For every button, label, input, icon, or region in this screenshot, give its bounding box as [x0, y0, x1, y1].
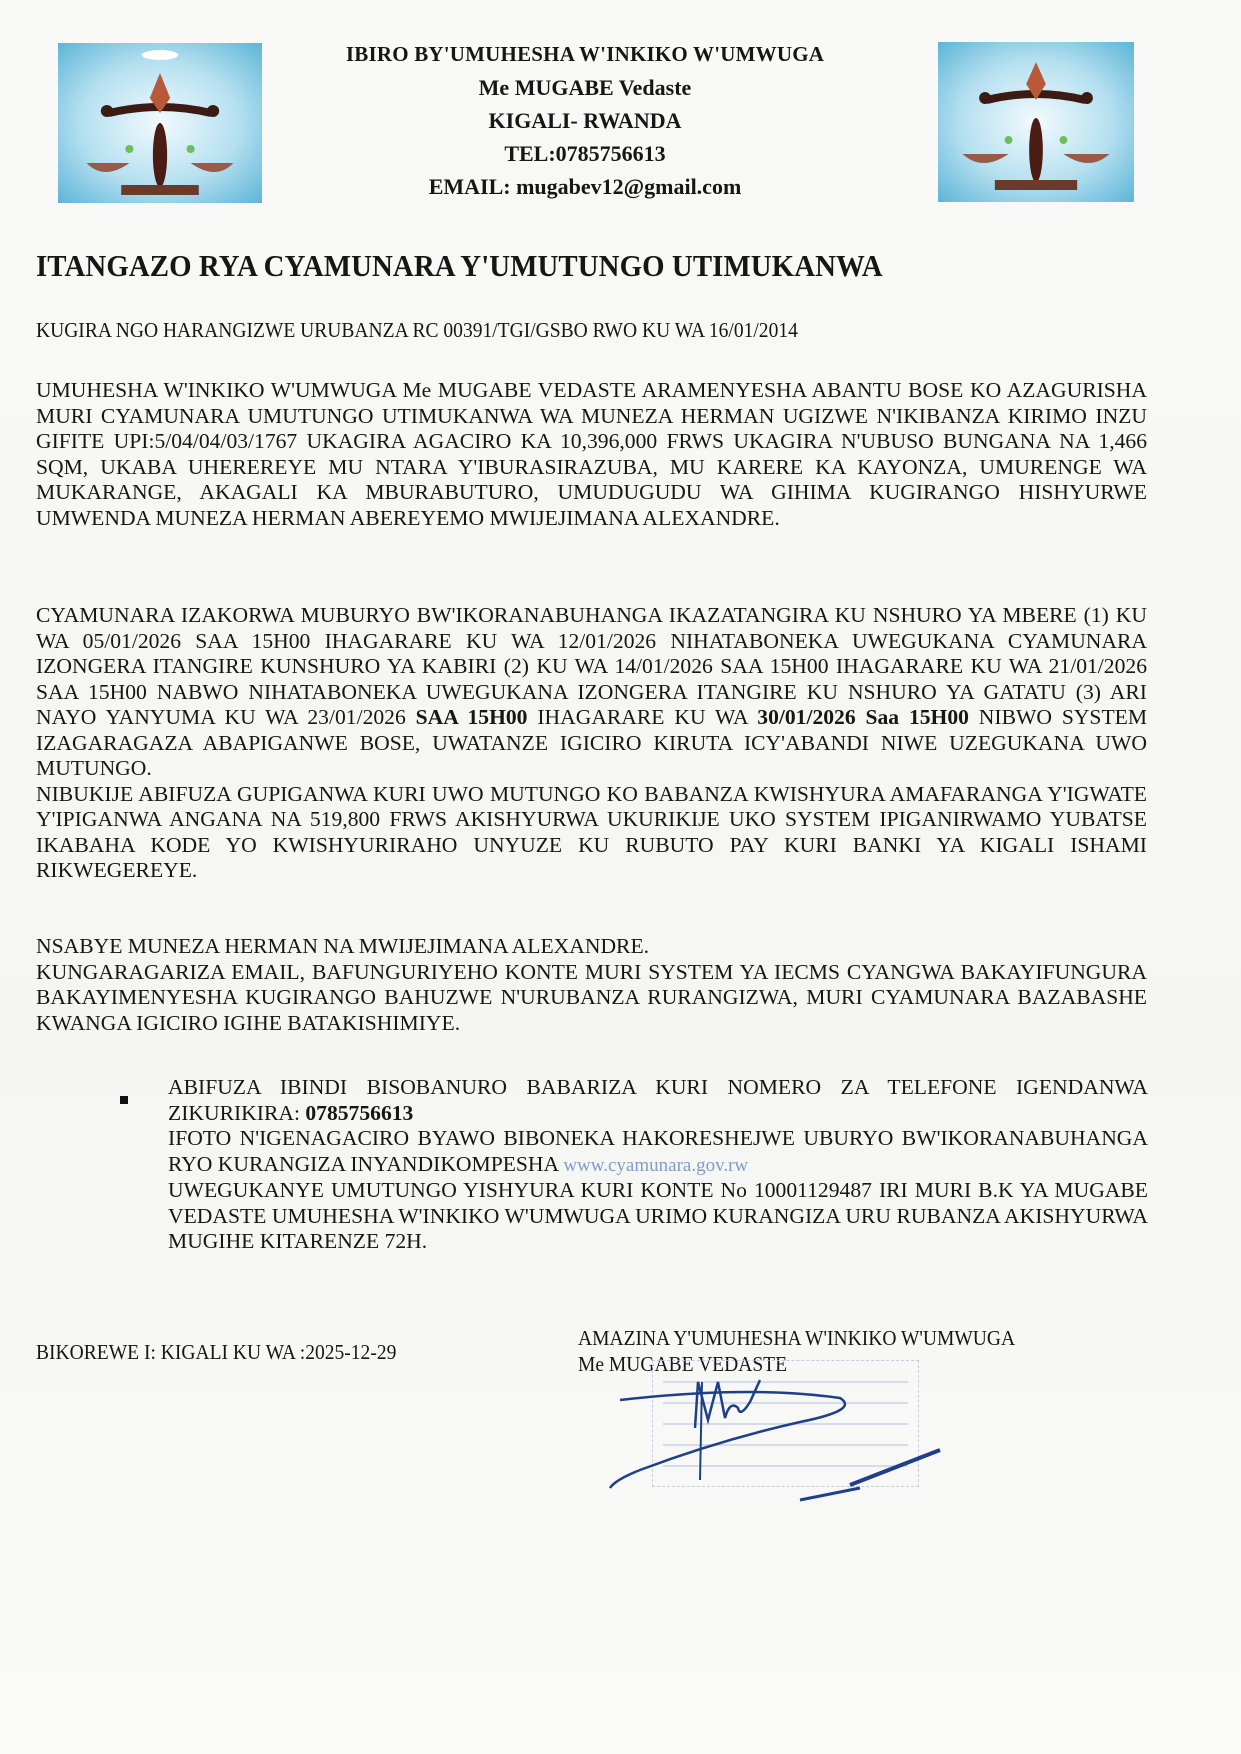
signer-name: Me MUGABE VEDASTE — [578, 1352, 788, 1376]
bullet-contact-info — [168, 1075, 1148, 1255]
page-title: ITANGAZO RYA CYAMUNARA Y'UMUTUNGO UTIMUKANWA — [36, 248, 883, 283]
scales-of-justice-icon — [938, 42, 1134, 202]
issue-date: BIKOREWE I: KIGALI KU WA :2025-12-29 — [36, 1340, 397, 1364]
photo-text: IFOTO N'IGENAGACIRO BYAWO BIBONEKA HAKORESHEJWE UBURYO BW'IKORANABUHANGA RYO KURANGIZA INYANDIKOMPESHA — [168, 1126, 1148, 1176]
telephone: TEL:0785756613 — [504, 141, 666, 166]
schedule-time-bold: SAA 15H00 — [415, 705, 528, 729]
bailiff-name: Me MUGABE Vedaste — [478, 75, 692, 100]
contact-text: ABIFUZA IBINDI BISOBANURO BABARIZA KURI NOMERO ZA TELEFONE IGENDANWA ZIKURIKIRA: — [168, 1075, 1148, 1125]
schedule-text: IHAGARARE KU WA — [527, 705, 758, 729]
payment-text: UWEGUKANYE UMUTUNGO YISHYURA KURI KONTE No 10001129487 IRI MURI B.K YA MUGABE VEDASTE UMUHESHA W'INKIKO W'UMWUGA URIMO KURANGIZA URU RUBANZA AKISHYURWA MUGIHE KITARENZE 72H. — [168, 1178, 1148, 1253]
office-name: IBIRO BY'UMUHESHA W'INKIKO W'UMWUGA — [345, 42, 825, 66]
deposit-text: NIBUKIJE ABIFUZA GUPIGANWA KURI UWO MUTUNGO KO BABANZA KWISHYURA AMAFARANGA Y'IGWATE Y'IPIGANWA ANGANA NA 519,800 FRWS AKISHYURWA UKURIKIJE UKO SYSTEM IPIGANIRWAMO YUBATSE IKABAHA KODE YO KWISHYURIRAHO UNYUZE KU RUBUTO PAY KURI BANKI YA KIGALI ISHAMI RIKWEGEREYE. — [36, 781, 1147, 882]
case-reference: KUGIRA NGO HARANGIZWE URUBANZA RC 00391/TGI/GSBO RWO KU WA 16/01/2014 — [36, 318, 798, 342]
parties-instructions: KUNGARAGARIZA EMAIL, BAFUNGURIYEHO KONTE MURI SYSTEM YA IECMS CYANGWA BAKAYIFUNGURA BAKAYIMENYESHA KUGIRANGO BAHUZWE N'URUBANZA RURANGIZWA, MURI CYAMUNARA BAZABASHE KWANGA IGICIRO IGIHE BATAKISHIMIYE. — [36, 959, 1147, 1035]
paragraph-notice-to-parties — [36, 934, 1147, 1036]
paragraph-property-description: UMUHESHA W'INKIKO W'UMWUGA Me MUGABE VEDASTE ARAMENYESHA ABANTU BOSE KO AZAGURISHA MURI CYAMUNARA UMUTUNGO UTIMUKANWA WA MUNEZA HERMAN UGIZWE N'IKIBANZA KIRIMO INZU GIFITE UPI:5/04/04/03/1767 UKAGIRA AGACIRO KA 10,396,000 FRWS UKAGIRA N'UBUSO BUNGANA NA 1,466 SQM, UKABA UHEREREYE MU NTARA Y'IBURASIRAZUBA, MU KARERE KA KAYONZA, UMURENGE WA MUKARANGE, AKAGALI KA MBURABUTURO, UMUDUGUDU WA GIHIMA KUGIRANGO HISHYURWE UMWENDA MUNEZA HERMAN ABEREYEMO MWIJEJIMANA ALEXANDRE. — [36, 378, 1147, 530]
signature-icon — [600, 1360, 950, 1510]
location: KIGALI- RWANDA — [488, 108, 682, 133]
schedule-end-date-bold: 30/01/2026 Saa 15H00 — [757, 705, 969, 729]
parties-line: NSABYE MUNEZA HERMAN NA MWIJEJIMANA ALEXANDRE. — [36, 934, 650, 958]
letterhead — [290, 38, 880, 203]
paragraph-auction-schedule — [36, 603, 1147, 884]
schedule-text: CYAMUNARA IZAKORWA MUBURYO BW'IKORANABUHANGA IKAZATANGIRA KU NSHURO YA MBERE (1) KU WA 05/01/2026 SAA 15H00 IHAGARARE KU WA 12/01/2026 NIHATABONEKA UWEGUKANA CYAMUNARA IZONGERA ITANGIRE KUNSHURO YA KABIRI (2) KU WA 14/01/2026 SAA 15H00 IHAGARARE KU WA 21/01/2026 SAA 15H00 NABWO NIHATABONEKA UWEGUKANA IZONGERA ITANGIRE KU NSHURO YA GATATU (3) ARI NAYO YANYUMA KU WA 23/01/2026 — [36, 603, 1147, 729]
scales-of-justice-icon — [58, 43, 262, 203]
schedule-text: NIBWO SYSTEM IZAGARAGAZA ABAPIGANWE BOSE, UWATANZE IGICIRO KIRUTA ICY'ABANDI NIWE UZEGUKANA UWO MUTUNGO. — [36, 705, 1148, 780]
cyamunara-link[interactable]: www.cyamunara.gov.rw — [563, 1154, 749, 1176]
contact-phone: 0785756613 — [305, 1100, 414, 1125]
email: EMAIL: mugabev12@gmail.com — [428, 174, 742, 199]
signer-title: AMAZINA Y'UMUHESHA W'INKIKO W'UMWUGA — [578, 1326, 1016, 1350]
bullet-icon — [120, 1096, 128, 1104]
